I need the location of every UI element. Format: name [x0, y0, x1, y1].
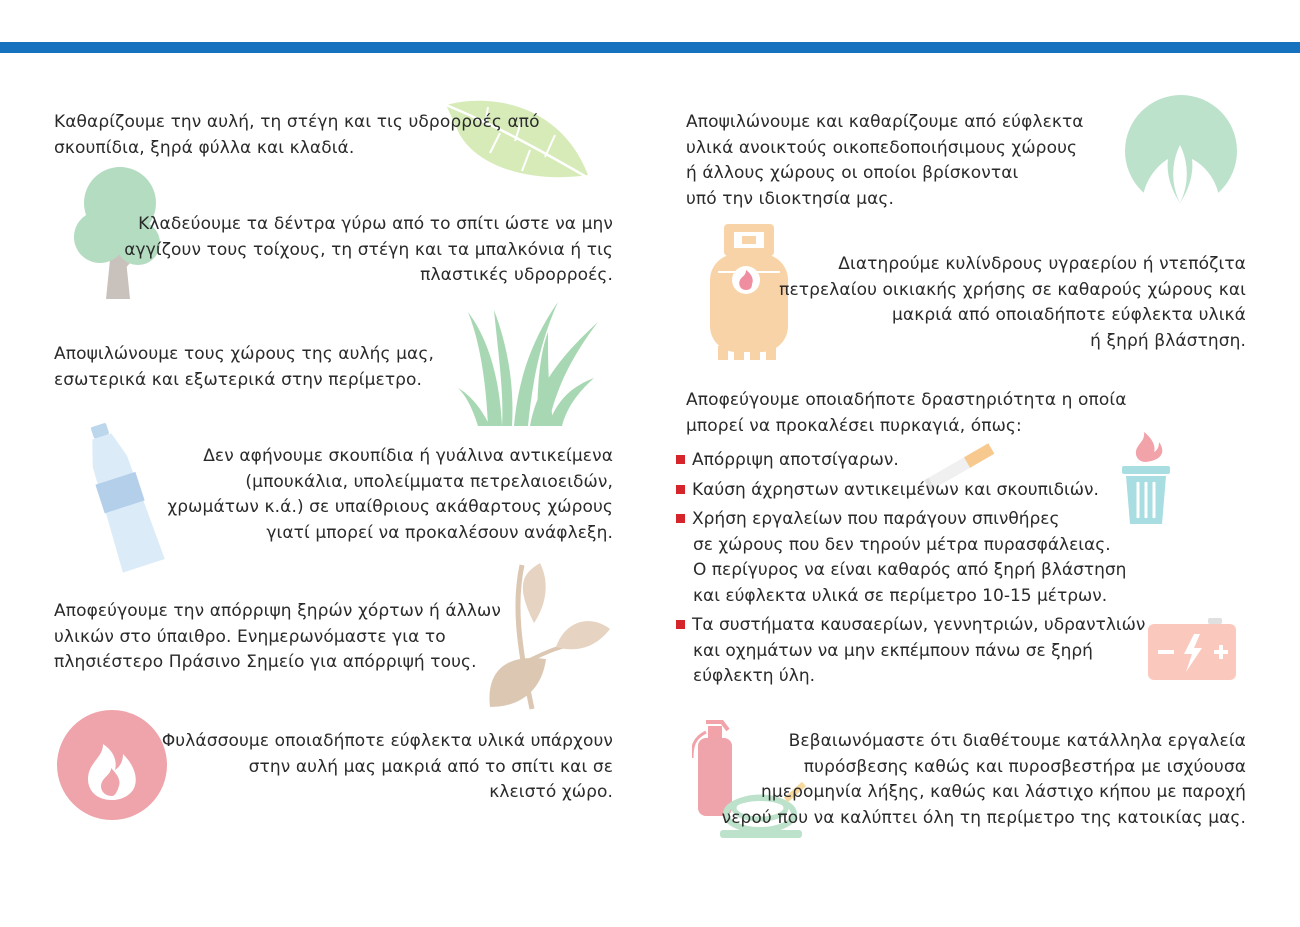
fire-circle-icon: [57, 710, 167, 820]
gas-cylinder-icon: [708, 224, 790, 364]
header-bar: [0, 42, 1300, 53]
left-paragraph-6: Φυλάσσουμε οποιαδήποτε εύφλεκτα υλικά υπάρχουν στην αυλή μας μακριά από το σπίτι και σε κλειστό χώρο.: [161, 731, 613, 802]
bullet-item-1: Απόρριψη αποτσίγαρων.: [676, 448, 899, 474]
bottle-icon: [78, 418, 174, 576]
bullet-marker: [676, 514, 685, 523]
left-paragraph-5: Αποφεύγουμε την απόρριψη ξηρών χόρτων ή άλλων υλικών στο ύπαιθρο. Ενημερωνόμαστε για το πλησιέστερο Πράσινο Σημείο για απόρριψή τους.: [54, 601, 501, 672]
bullet-marker: [676, 485, 685, 494]
right-paragraph-4: Βεβαιωνόμαστε ότι διαθέτουμε κατάλληλα εργαλεία πυρόσβεσης καθώς και πυροσβεστήρα με ισχύουσα ημερομηνία λήξης, καθώς και λάστιχο κήπου με παροχή νερού που να καλύπτει όλη τη περίμετρο της κατοικίας μας.: [721, 731, 1246, 828]
bullet-item-3: Χρήση εργαλείων που παράγουν σπινθήρες σε χώρους που δεν τηρούν μέτρα πυρασφάλειας. Ο περίγυρος να είναι καθαρός από ξηρή βλάστηση και εύφλεκτα υλικά σε περίμετρο 10-15 μέτρων.: [676, 507, 1126, 609]
bullet-item-4: Τα συστήματα καυσαερίων, γεννητριών, υδραντλιών και οχημάτων να μην εκπέμπουν πάνω σε ξηρή εύφλεκτη ύλη.: [676, 613, 1145, 690]
right-paragraph-1: Αποψιλώνουμε και καθαρίζουμε από εύφλεκτα υλικά ανοικτούς οικοπεδοποιήσιμους χώρους ή άλλους χώρους οι οποίοι βρίσκονται υπό την ιδιοκτησία μας.: [686, 112, 1084, 209]
dry-branch-icon: [484, 563, 612, 711]
right-paragraph-2: Διατηρούμε κυλίνδρους υγραερίου ή ντεπόζιτα πετρελαίου οικιακής χρήσης σε καθαρούς χώρους και μακριά από οποιαδήποτε εύφλεκτα υλικά ή ξηρή βλάστηση.: [779, 254, 1246, 351]
bullet-item-2: Καύση άχρηστων αντικειμένων και σκουπιδιών.: [676, 478, 1099, 504]
left-paragraph-2: Κλαδεύουμε τα δέντρα γύρω από το σπίτι ώστε να μην αγγίζουν τους τοίχους, τη στέγη και τα μπαλκόνια ή τις πλαστικές υδρορροές.: [124, 214, 613, 285]
right-paragraph-3-intro: Αποφεύγουμε οποιαδήποτε δραστηριότητα η οποία μπορεί να προκαλέσει πυρκαγιά, όπως:: [686, 390, 1127, 436]
bullet-marker: [676, 455, 685, 464]
grass-icon: [458, 292, 600, 428]
battery-icon: [1146, 616, 1238, 684]
left-paragraph-3: Αποψιλώνουμε τους χώρους της αυλής μας, εσωτερικά και εξωτερικά στην περίμετρο.: [54, 344, 434, 390]
burning-bin-icon: [1120, 432, 1172, 526]
left-paragraph-4: Δεν αφήνουμε σκουπίδια ή γυάλινα αντικείμενα (μπουκάλια, υπολείμματα πετρελαιοειδών, χρωμάτων κ.ά.) σε υπαίθριους ακάθαρτους χώρους γιατί μπορεί να προκαλέσουν ανάφλεξη.: [167, 446, 613, 543]
left-paragraph-1: Καθαρίζουμε την αυλή, τη στέγη και τις υδρορροές από σκουπίδια, ξηρά φύλλα και κλαδιά.: [54, 112, 540, 158]
plant-circle-icon: [1122, 95, 1240, 207]
bullet-marker: [676, 620, 685, 629]
